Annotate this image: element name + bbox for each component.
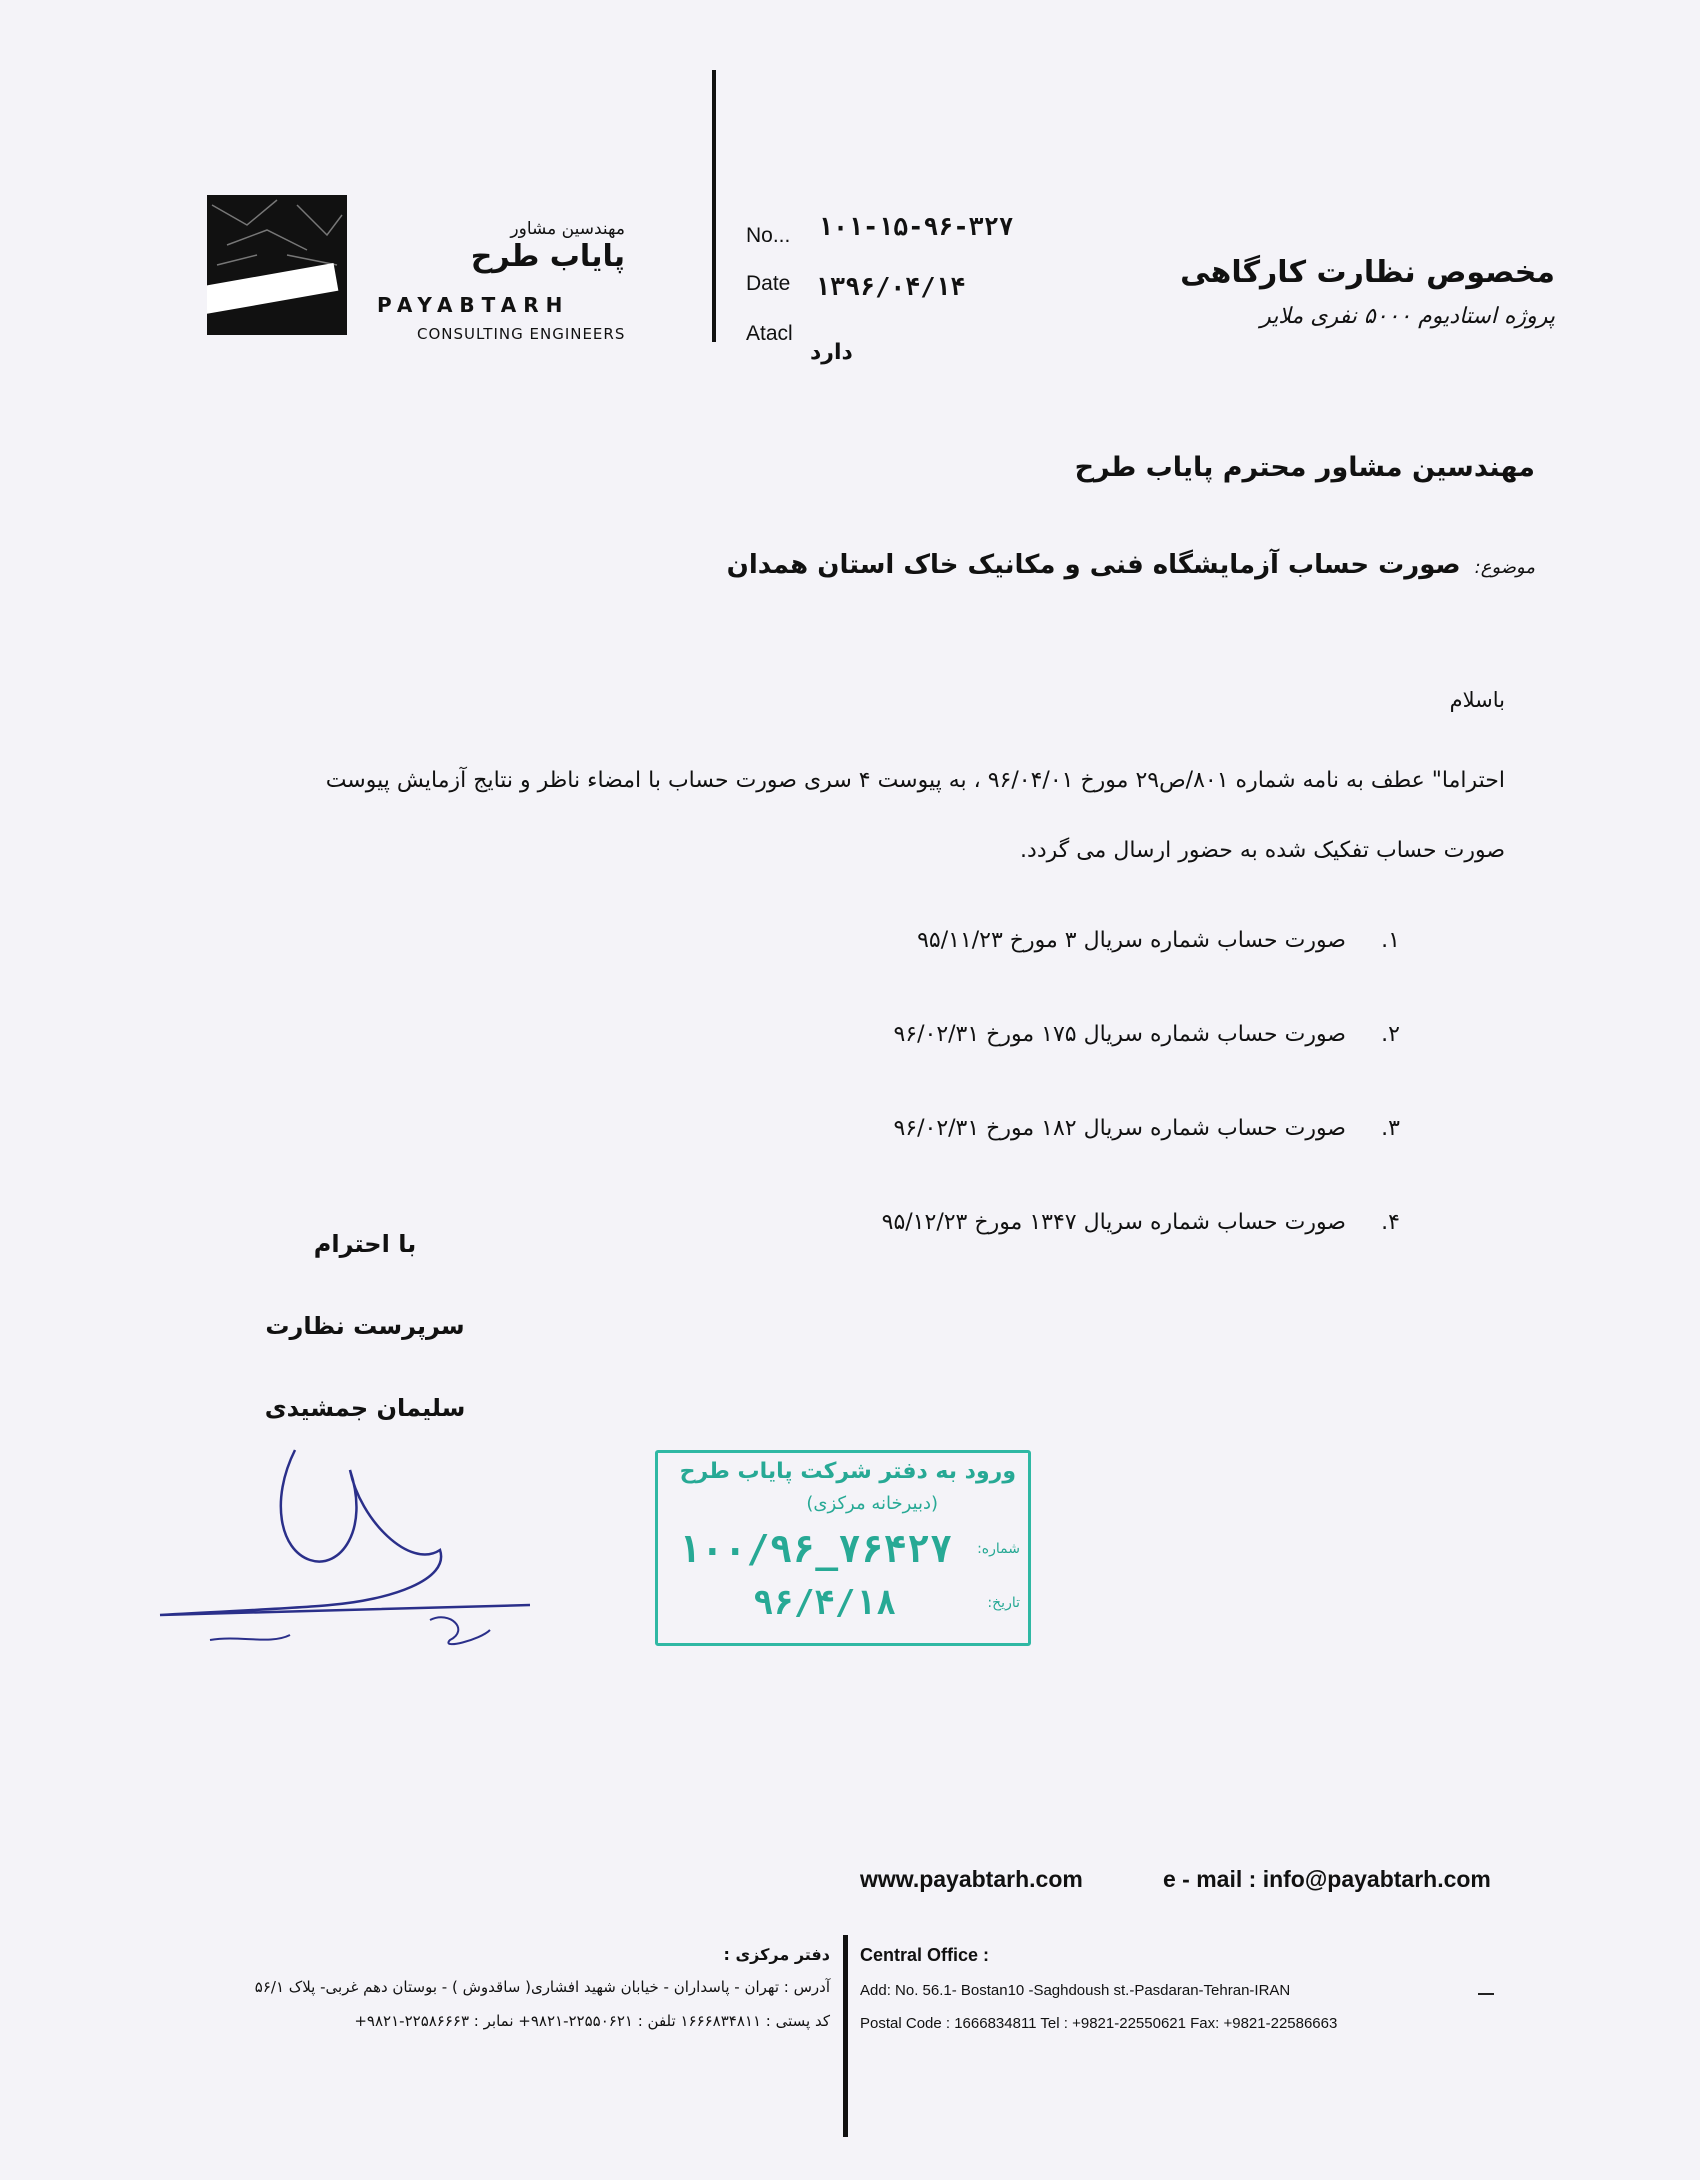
subject-label: موضوع: [1474, 557, 1535, 578]
logo-mark-icon [207, 195, 347, 335]
stamp-date-label: تاریخ: [987, 1595, 1020, 1611]
office-en-address: Add: No. 56.1- Bostan10 -Saghdoush st.-Pasdaran-Tehran-IRAN [860, 1982, 1291, 1999]
office-en-contact: Postal Code : 1666834811 Tel : +9821-22550621 Fax: +9821-22586663 [860, 2015, 1338, 2032]
body-paragraph: صورت حساب تفکیک شده به حضور ارسال می گردد. [1020, 838, 1505, 863]
greeting: باسلام [1449, 688, 1505, 712]
list-item-number: ۳. [1381, 1116, 1400, 1141]
received-stamp [655, 1450, 1031, 1646]
edge-mark [1478, 1993, 1494, 1995]
stamp-title: ورود به دفتر شرکت پایاب طرح [679, 1459, 1016, 1484]
list-item-number: ۱. [1381, 928, 1400, 953]
list-item-text: صورت حساب شماره سریال ۳ مورخ ۹۵/۱۱/۲۳ [917, 928, 1346, 953]
stamp-subtitle: (دبیرخانه مرکزی) [806, 1493, 938, 1514]
invoice-list [882, 928, 1400, 1304]
letterhead-logo [195, 195, 675, 345]
website-link: www.payabtarh.com [860, 1866, 1083, 1892]
supervision-title: مخصوص نظارت کارگاهی [1180, 255, 1555, 290]
header-divider [712, 70, 716, 342]
supervision-block [1085, 255, 1555, 329]
list-item-text: صورت حساب شماره سریال ۱۳۴۷ مورخ ۹۵/۱۲/۲۳ [881, 1210, 1346, 1235]
subject-text: صورت حساب آزمایشگاه فنی و مکانیک خاک استان همدان [726, 550, 1461, 580]
subject-row [727, 550, 1535, 580]
signer-title: سرپرست نظارت [265, 1312, 465, 1340]
supervision-project: پروژه استادیوم ۵۰۰۰ نفری ملایر [1260, 304, 1555, 329]
handwritten-signature-icon [150, 1440, 550, 1680]
list-item [882, 928, 1400, 1022]
firm-name-en: PAYABTARH [377, 293, 570, 317]
list-item [882, 1022, 1400, 1116]
office-fa-title: دفتر مرکزی : [723, 1945, 830, 1964]
list-item-number: ۲. [1381, 1022, 1400, 1047]
firm-name-fa-small: مهندسین مشاور [510, 219, 625, 239]
recipient: مهندسین مشاور محترم پایاب طرح [1074, 452, 1535, 483]
firm-tagline: CONSULTING ENGINEERS [417, 325, 626, 343]
signer-name: سلیمان جمشیدی [264, 1394, 466, 1422]
email-link: e - mail : info@payabtarh.com [1163, 1866, 1491, 1892]
list-item [882, 1210, 1400, 1304]
attachment-label: Atacl [746, 322, 793, 345]
body-paragraph: احتراما" عطف به نامه شماره ۸۰۱/ص۲۹ مورخ ۹۶/۰۴/۰۱ ، به پیوست ۴ سری صورت حساب با امضاء ناظر و نتایج آزمایش پیوست [325, 768, 1505, 793]
letter-date: ۱۳۹۶/۰۴/۱۴ [815, 272, 966, 301]
office-fa-address: آدرس : تهران - پاسداران - خیابان شهید افشاری( ساقدوش ) - بوستان دهم غربی- پلاک ۵۶/۱ [254, 1978, 830, 1996]
stamp-number: ۱۰۰/۹۶_۷۶۴۲۷ [678, 1527, 953, 1571]
firm-name-fa: پایاب طرح [470, 239, 625, 274]
attachment-value: دارد [810, 340, 853, 365]
list-item-number: ۴. [1381, 1210, 1400, 1235]
stamp-number-label: شماره: [977, 1541, 1020, 1557]
list-item-text: صورت حساب شماره سریال ۱۷۵ مورخ ۹۶/۰۲/۳۱ [893, 1022, 1346, 1047]
closing: با احترام [313, 1230, 417, 1258]
date-label: Date [746, 272, 791, 295]
number-label: No... [746, 224, 791, 247]
list-item [882, 1116, 1400, 1210]
office-en-title: Central Office : [860, 1945, 990, 1965]
stamp-date: ۹۶/۴/۱۸ [753, 1583, 897, 1623]
list-item-text: صورت حساب شماره سریال ۱۸۲ مورخ ۹۶/۰۲/۳۱ [893, 1116, 1346, 1141]
footer-divider [843, 1935, 848, 2137]
letter-number: ۱۰۱-۱۵-۹۶-۳۲۷ [818, 212, 1014, 241]
office-fa-contact: کد پستی : ۱۶۶۶۸۳۴۸۱۱ تلفن : ۲۲۵۵۰۶۲۱-۹۸۲۱+ نمابر : ۲۲۵۸۶۶۶۳-۹۸۲۱+ [354, 2012, 830, 2030]
